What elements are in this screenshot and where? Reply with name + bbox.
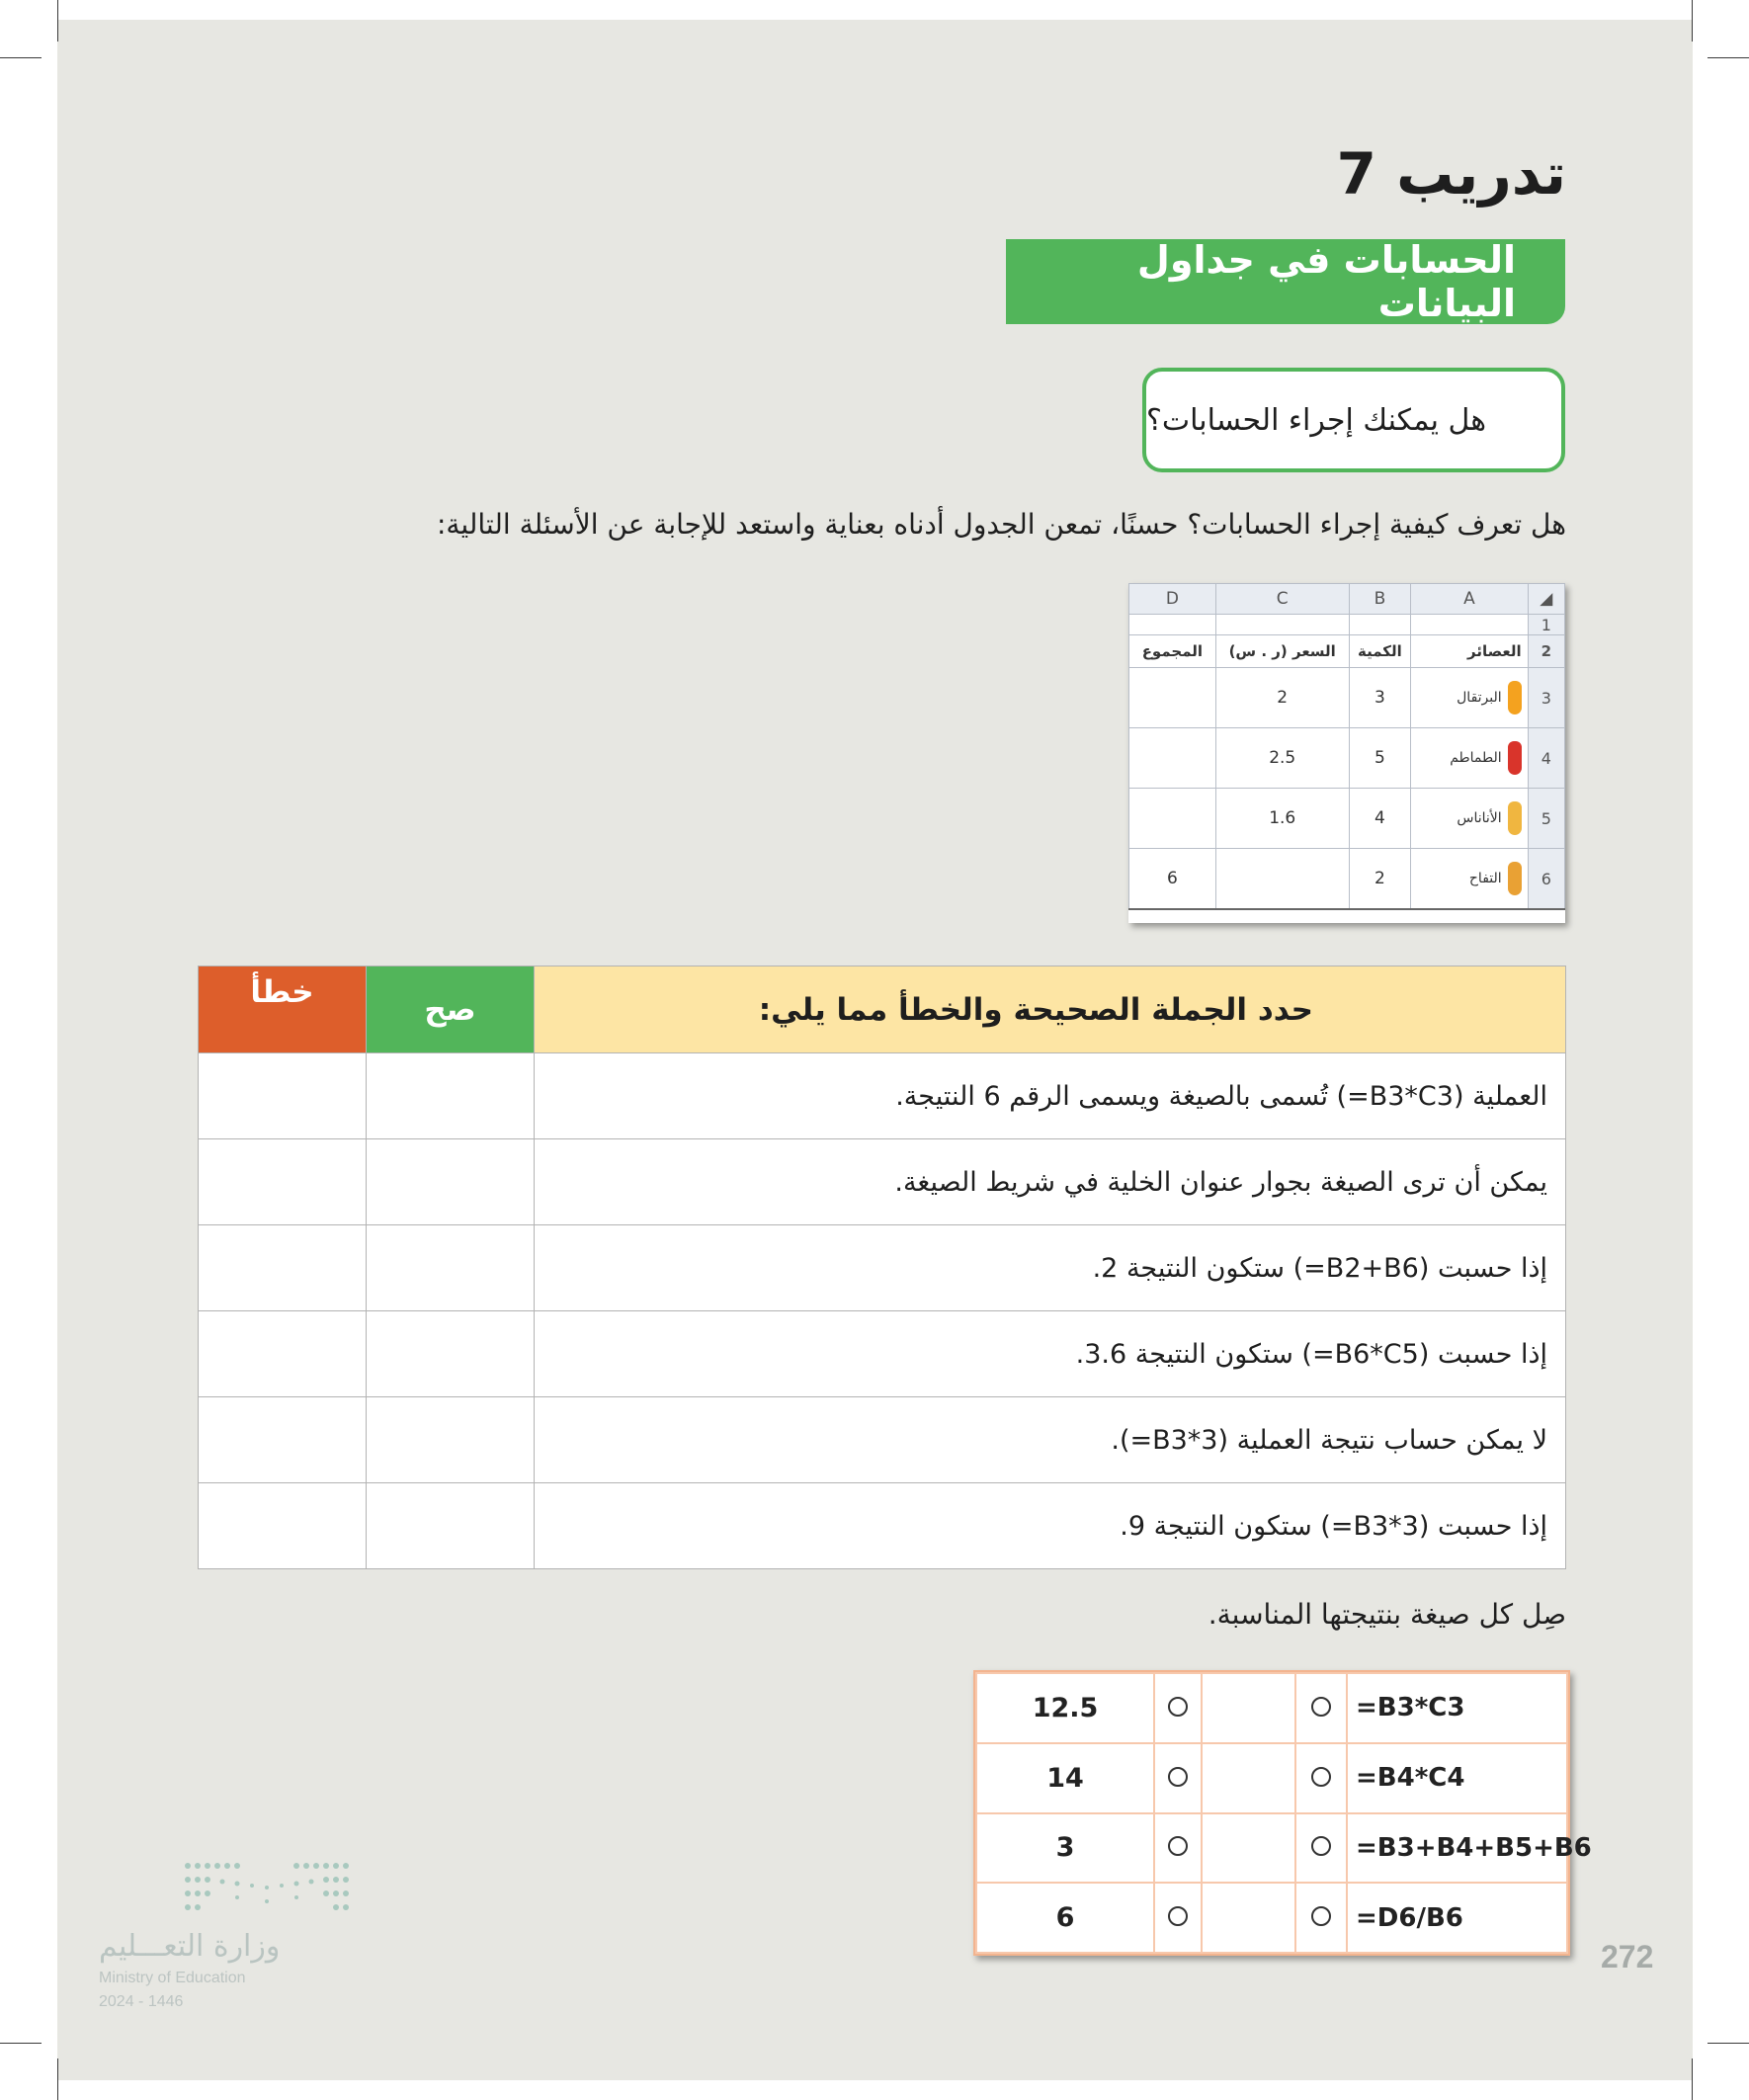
crop-mark	[1707, 57, 1749, 58]
result-value: 6	[976, 1883, 1154, 1953]
ministry-logo-icon	[178, 1858, 356, 1917]
qty-cell: 2	[1349, 849, 1411, 910]
juice-cup-icon	[1508, 741, 1522, 775]
result-value: 14	[976, 1743, 1154, 1813]
statement-text: يمكن أن ترى الصيغة بجوار عنوان الخلية في شريط الصيغة.	[535, 1139, 1566, 1225]
total-cell	[1129, 728, 1216, 789]
matching-table	[973, 1670, 1592, 1956]
row-number: 6	[1528, 849, 1564, 910]
result-value: 3	[976, 1813, 1154, 1884]
price-cell	[1215, 849, 1349, 910]
formula-connector-dot[interactable]	[1311, 1767, 1331, 1787]
price-cell: 2	[1215, 668, 1349, 728]
fruit-name: التفاح	[1468, 871, 1502, 886]
table-row	[199, 1397, 1566, 1483]
table-row	[199, 1483, 1566, 1569]
row-number: 4	[1528, 728, 1564, 789]
page-number: 272	[1601, 1939, 1654, 1974]
qty-cell: 4	[1349, 789, 1411, 849]
result-connector-dot[interactable]	[1168, 1836, 1188, 1856]
crop-mark	[0, 57, 42, 58]
table-row	[199, 1225, 1566, 1311]
true-answer-cell[interactable]	[367, 1483, 535, 1569]
column-header: C	[1215, 584, 1349, 615]
question-box: هل يمكنك إجراء الحسابات؟	[1142, 368, 1565, 472]
column-header: D	[1129, 584, 1216, 615]
false-answer-cell[interactable]	[199, 1225, 367, 1311]
result-connector-dot[interactable]	[1168, 1906, 1188, 1926]
column-header: A	[1411, 584, 1528, 615]
formula-text: =D6/B6	[1347, 1883, 1567, 1953]
false-answer-cell[interactable]	[199, 1311, 367, 1397]
total-cell	[1129, 668, 1216, 728]
intro-text: هل تعرف كيفية إجراء الحسابات؟ حسنًا، تمعن الجدول أدناه بعناية واستعد للإجابة عن الأسئلة التالية:	[436, 508, 1566, 541]
crop-mark	[57, 2058, 58, 2100]
crop-mark	[0, 2043, 42, 2044]
total-cell: 6	[1129, 849, 1216, 910]
crop-mark	[57, 0, 58, 42]
true-answer-cell[interactable]	[367, 1397, 535, 1483]
false-answer-cell[interactable]	[199, 1397, 367, 1483]
matching-instruction: صِل كل صيغة بنتيجتها المناسبة.	[1208, 1598, 1566, 1631]
result-connector-dot[interactable]	[1168, 1697, 1188, 1717]
price-cell: 1.6	[1215, 789, 1349, 849]
juice-cup-icon	[1508, 862, 1522, 895]
true-false-table	[198, 966, 1566, 1569]
true-answer-cell[interactable]	[367, 1053, 535, 1139]
result-connector-dot[interactable]	[1168, 1767, 1188, 1787]
price-cell: 2.5	[1215, 728, 1349, 789]
connection-gap	[1202, 1813, 1295, 1884]
true-answer-cell[interactable]	[367, 1311, 535, 1397]
fruit-name: البرتقال	[1457, 690, 1502, 706]
statement-text: إذا حسبت (B6*C5=) ستكون النتيجة 3.6.	[535, 1311, 1566, 1397]
table-row	[199, 1053, 1566, 1139]
qty-cell: 3	[1349, 668, 1411, 728]
page-title: تدريب 7	[1336, 140, 1566, 208]
header-cell: الكمية	[1349, 635, 1411, 668]
statement-text: إذا حسبت (B2+B6=) ستكون النتيجة 2.	[535, 1225, 1566, 1311]
column-header: B	[1349, 584, 1411, 615]
result-value: 12.5	[976, 1673, 1154, 1743]
ministry-year: 2024 - 1446	[99, 1993, 184, 2010]
crop-mark	[1707, 2043, 1749, 2044]
matching-row	[976, 1813, 1567, 1884]
statement-text: إذا حسبت (B3*3=) ستكون النتيجة 9.	[535, 1483, 1566, 1569]
false-answer-cell[interactable]	[199, 1139, 367, 1225]
crop-mark	[1692, 2058, 1693, 2100]
true-answer-cell[interactable]	[367, 1139, 535, 1225]
table-header-true: صح	[367, 966, 535, 1053]
statement-text: لا يمكن حساب نتيجة العملية (B3*3=).	[535, 1397, 1566, 1483]
row-number: 3	[1528, 668, 1564, 728]
formula-connector-dot[interactable]	[1311, 1697, 1331, 1717]
matching-row	[976, 1743, 1567, 1813]
row-number: 2	[1528, 635, 1564, 668]
table-header-statement: حدد الجملة الصحيحة والخطأ مما يلي:	[535, 966, 1566, 1053]
section-banner: الحسابات في جداول البيانات	[1006, 239, 1565, 324]
statement-text: العملية (B3*C3=) تُسمى بالصيغة ويسمى الرقم 6 النتيجة.	[535, 1053, 1566, 1139]
spreadsheet-image	[1128, 583, 1565, 923]
table-row	[199, 1139, 1566, 1225]
matching-row	[976, 1883, 1567, 1953]
formula-text: =B3*C3	[1347, 1673, 1567, 1743]
total-cell	[1129, 789, 1216, 849]
connection-gap	[1202, 1883, 1295, 1953]
formula-text: =B3+B4+B5+B6	[1347, 1813, 1567, 1884]
fruit-name: الأناناس	[1457, 810, 1502, 826]
false-answer-cell[interactable]	[199, 1483, 367, 1569]
formula-text: =B4*C4	[1347, 1743, 1567, 1813]
table-row	[199, 1311, 1566, 1397]
juice-cup-icon	[1508, 681, 1522, 714]
formula-connector-dot[interactable]	[1311, 1906, 1331, 1926]
table-header-false: خطأ	[199, 966, 367, 1053]
row-number: 5	[1528, 789, 1564, 849]
matching-row	[976, 1673, 1567, 1743]
crop-mark	[1692, 0, 1693, 42]
connection-gap	[1202, 1673, 1295, 1743]
header-cell: المجموع	[1129, 635, 1216, 668]
false-answer-cell[interactable]	[199, 1053, 367, 1139]
header-cell: السعر (ر . س)	[1215, 635, 1349, 668]
fruit-name: الطماطم	[1450, 750, 1502, 766]
qty-cell: 5	[1349, 728, 1411, 789]
row-number: 1	[1528, 615, 1564, 635]
connection-gap	[1202, 1743, 1295, 1813]
header-cell: العصائر	[1411, 635, 1528, 668]
juice-cup-icon	[1508, 801, 1522, 835]
true-answer-cell[interactable]	[367, 1225, 535, 1311]
select-all-corner: ◢	[1528, 584, 1564, 615]
ministry-name-ar: وزارة التعـــليم	[99, 1929, 281, 1964]
ministry-name-en: Ministry of Education	[99, 1970, 246, 1986]
formula-connector-dot[interactable]	[1311, 1836, 1331, 1856]
